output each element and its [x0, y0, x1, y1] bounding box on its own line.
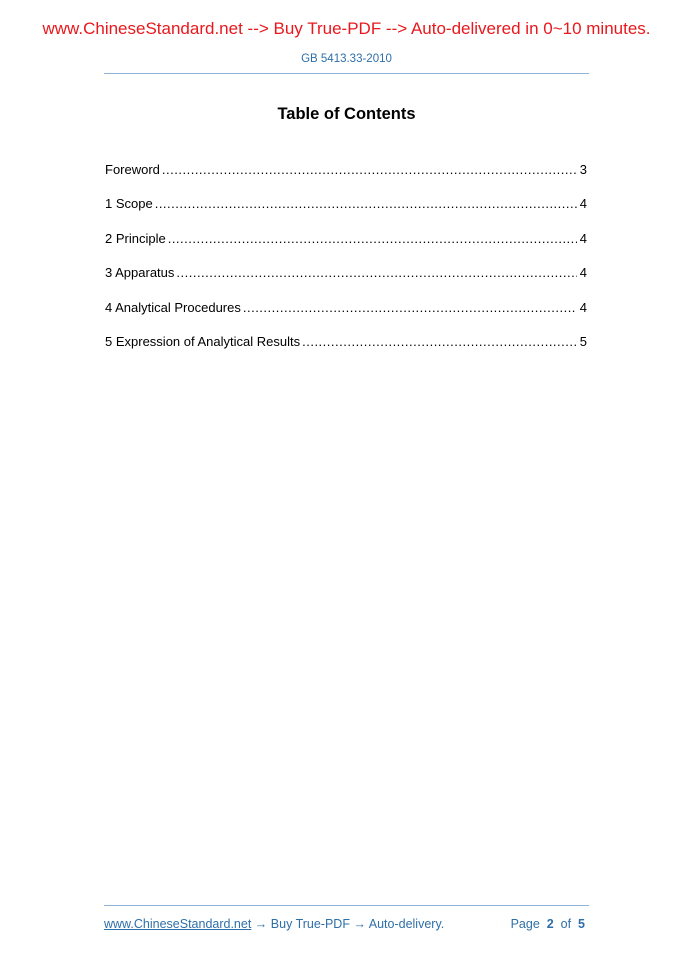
toc-entry-page: 4: [579, 230, 587, 246]
toc-entry-label: 5 Expression of Analytical Results: [105, 333, 301, 349]
total-pages-number: 5: [578, 917, 585, 931]
toc-entry-label: 3 Apparatus: [105, 265, 175, 281]
footer-divider: [104, 905, 589, 906]
promo-banner[interactable]: www.ChineseStandard.net --> Buy True-PDF --> Auto-delivered in 0~10 minutes.: [42, 19, 651, 38]
page-word: Page: [510, 917, 540, 931]
toc-dot-leader: [243, 300, 577, 316]
toc-dot-leader: [176, 265, 576, 281]
of-word: of: [560, 917, 572, 931]
toc-entry-page: 4: [579, 299, 587, 315]
footer-promo: [104, 917, 444, 932]
toc-entry-page: 4: [579, 196, 587, 212]
toc-title: Table of Contents: [277, 105, 416, 123]
arrow-right-icon: →: [353, 917, 366, 931]
toc-entry-scope[interactable]: [105, 196, 587, 230]
toc-entry-label: 2 Principle: [105, 230, 166, 246]
toc-dot-leader: [302, 334, 577, 350]
header-divider: [104, 73, 589, 74]
toc-entry-principle[interactable]: [105, 231, 587, 265]
toc-entry-page: 4: [579, 265, 587, 281]
toc-entry-page: 5: [579, 333, 587, 349]
current-page-number: 2: [546, 917, 554, 931]
toc-entry-apparatus[interactable]: [105, 265, 587, 299]
toc-dot-leader: [162, 162, 577, 178]
page-indicator: [511, 917, 585, 932]
footer-buy-text: Buy True-PDF: [270, 917, 350, 931]
footer-site-link[interactable]: www.ChineseStandard.net: [104, 917, 252, 931]
toc-entry-foreword[interactable]: [105, 162, 587, 196]
table-of-contents: [105, 162, 587, 368]
toc-entry-label: 1 Scope: [105, 196, 153, 212]
toc-entry-label: 4 Analytical Procedures: [105, 299, 241, 315]
toc-dot-leader: [168, 231, 577, 247]
arrow-right-icon: →: [254, 917, 268, 931]
toc-entry-analytical-procedures[interactable]: [105, 300, 587, 334]
toc-entry-label: Foreword: [105, 162, 160, 177]
toc-dot-leader: [155, 196, 577, 212]
footer-delivery-text: Auto-delivery.: [368, 917, 445, 931]
standard-number: GB 5413.33-2010: [301, 53, 392, 65]
toc-entry-expression-of-results[interactable]: [105, 334, 587, 368]
toc-entry-page: 3: [579, 162, 587, 177]
